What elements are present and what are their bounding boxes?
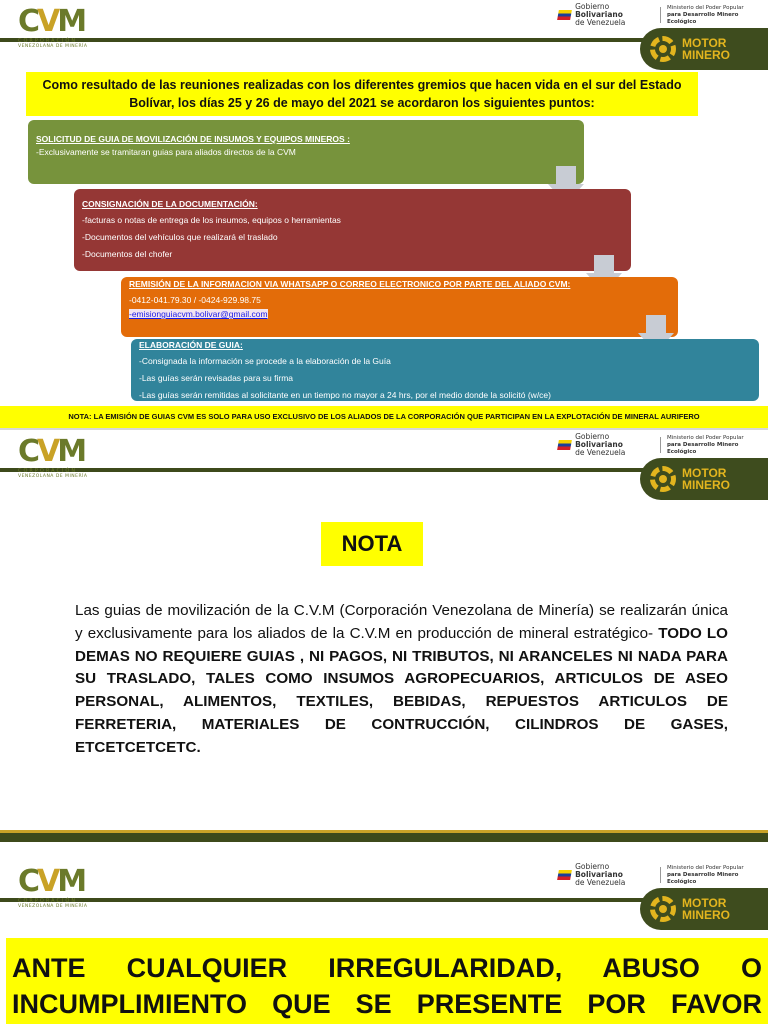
gov-text-1b: Bolivariano	[575, 440, 623, 449]
step-title: SOLICITUD DE GUIA DE MOVILIZACIÓN DE INSUMOS Y EQUIPOS MINEROS :	[36, 134, 350, 144]
logo-letter-v: V	[37, 434, 58, 469]
logo-subtitle-2: VENEZOLANA DE MINERÍA	[18, 904, 88, 909]
step-title: REMISIÓN DE LA INFORMACION VIA WHATSAPP O CORREO ELECTRONICO POR PARTE DEL ALIADO CVM:	[129, 279, 571, 289]
motor-text-2: MINERO	[682, 478, 730, 492]
gear-icon	[650, 896, 676, 922]
logo-letter-v: V	[37, 4, 58, 39]
motor-text-1: MOTOR	[682, 896, 727, 910]
cvm-logo	[18, 434, 128, 479]
step-solicitud	[28, 120, 584, 184]
step-title: CONSIGNACIÓN DE LA DOCUMENTACIÓN:	[82, 199, 258, 209]
slide-warning	[0, 860, 768, 1024]
step-item: -Las guías serán revisadas para su firma	[139, 373, 294, 383]
gov-text-1b: Bolivariano	[575, 10, 623, 19]
footer-band	[0, 830, 768, 842]
step-remision	[121, 277, 678, 337]
logo-letter-m: M	[57, 864, 88, 899]
ministry-text-2: para Desarrollo Minero Ecológico	[666, 871, 739, 885]
motor-text-2: MINERO	[682, 48, 730, 62]
ministry-text-1: Ministerio del Poder Popular	[666, 4, 744, 11]
step-consignacion	[74, 189, 631, 271]
logo-subtitle-2: VENEZOLANA DE MINERÍA	[18, 474, 88, 479]
logo-letter-c: C	[18, 434, 38, 469]
nota-body	[75, 600, 728, 760]
cvm-logo	[18, 864, 128, 909]
gear-icon	[650, 466, 676, 492]
ministry-text-1: Ministerio del Poder Popular	[666, 434, 744, 441]
gov-text-1a: Gobierno	[575, 2, 610, 11]
ministry-text-2: para Desarrollo Minero Ecológico	[666, 441, 739, 455]
nota-body-normal: Las guias de movilización de la C.V.M (Corporación Venezolana de Minería) se realizarán única y exclusivamente para los aliados de la C.V.M en producción de mineral estratégico-	[75, 602, 728, 642]
gov-divider	[660, 867, 661, 883]
slide-separator	[0, 842, 768, 860]
government-logo	[558, 434, 763, 456]
gear-icon	[650, 36, 676, 62]
logo-letter-c: C	[18, 4, 38, 39]
gov-text-2: de Venezuela	[575, 18, 626, 27]
motor-text-1: MOTOR	[682, 466, 727, 480]
motor-minero-badge	[640, 458, 768, 500]
slide-nota	[0, 430, 768, 842]
slide-guia-process	[0, 0, 768, 428]
motor-text-2: MINERO	[682, 908, 730, 922]
step-item: -Documentos del vehículos que realizará el traslado	[82, 232, 278, 242]
venezuela-flag-icon	[557, 440, 572, 450]
nota-title: NOTA	[321, 522, 423, 566]
step-item: -Consignada la información se procede a la elaboración de la Guía	[139, 356, 391, 366]
logo-letter-m: M	[57, 434, 88, 469]
logo-subtitle-2: VENEZOLANA DE MINERÍA	[18, 44, 88, 49]
step-item: -facturas o notas de entrega de los insumos, equipos o herramientas	[82, 215, 341, 225]
gov-text-2: de Venezuela	[575, 878, 626, 887]
logo-subtitle-1: CORPORACIÓN	[18, 898, 78, 904]
step-item: -Documentos del chofer	[82, 249, 173, 259]
step-title: ELABORACIÓN DE GUIA:	[139, 340, 243, 350]
gov-divider	[660, 7, 661, 23]
email-link[interactable]: -emisionguiacvm.bolivar@gmail.com	[129, 309, 268, 319]
logo-letter-c: C	[18, 864, 38, 899]
step-item: -Exclusivamente se tramitaran guias para aliados directos de la CVM	[36, 147, 296, 157]
nota-footer-banner: NOTA: LA EMISIÓN DE GUIAS CVM ES SOLO PARA USO EXCLUSIVO DE LOS ALIADOS DE LA CORPORACIÓN QUE PARTICIPAN EN LA EXPLOTACIÓN DE MINERAL AURIFERO	[0, 406, 768, 428]
warning-banner: ANTE CUALQUIER IRREGULARIDAD, ABUSO O INCUMPLIMIENTO QUE SE PRESENTE POR FAVOR	[6, 938, 768, 1024]
motor-minero-badge	[640, 888, 768, 930]
ministry-text-2: para Desarrollo Minero Ecológico	[666, 11, 739, 25]
motor-text-1: MOTOR	[682, 36, 727, 50]
nota-body-bold: TODO LO DEMAS NO REQUIERE GUIAS , NI PAGOS, NI TRIBUTOS, NI ARANCELES NI NADA PARA SU TRASLADO, TALES COMO INSUMOS AGROPECUARIOS, ARTICULOS DE ASEO PERSONAL, ALIMENTOS, TEXTILES, BEBIDAS, REPUESTOS ARTICULOS DE FERRETERIA, MATERIALES DE CONTRUCCIÓN, CILINDROS DE GASES, ETCETCETCETC.	[75, 624, 728, 756]
intro-banner: Como resultado de las reuniones realizadas con los diferentes gremios que hacen vida en el sur del Estado Bolívar, los días 25 y 26 de mayo del 2021 se acordaron los siguientes puntos:	[26, 72, 698, 116]
step-item: -0412-041.79.30 / -0424-929.98.75	[129, 295, 261, 305]
logo-letter-v: V	[37, 864, 58, 899]
venezuela-flag-icon	[557, 870, 572, 880]
venezuela-flag-icon	[557, 10, 572, 20]
motor-minero-badge	[640, 28, 768, 70]
government-logo	[558, 4, 763, 26]
gov-text-1a: Gobierno	[575, 862, 610, 871]
government-logo	[558, 864, 763, 886]
gov-text-2: de Venezuela	[575, 448, 626, 457]
logo-letter-m: M	[57, 4, 88, 39]
step-item: -Las guías serán remitidas al solicitante en un tiempo no mayor a 24 hrs, por el medio donde la solicitó (w/ce)	[139, 390, 551, 400]
cvm-logo	[18, 4, 128, 49]
gov-text-1a: Gobierno	[575, 432, 610, 441]
gov-text-1b: Bolivariano	[575, 870, 623, 879]
logo-subtitle-1: CORPORACIÓN	[18, 38, 78, 44]
ministry-text-1: Ministerio del Poder Popular	[666, 864, 744, 871]
logo-subtitle-1: CORPORACIÓN	[18, 468, 78, 474]
gov-divider	[660, 437, 661, 453]
step-elaboracion	[131, 339, 759, 401]
